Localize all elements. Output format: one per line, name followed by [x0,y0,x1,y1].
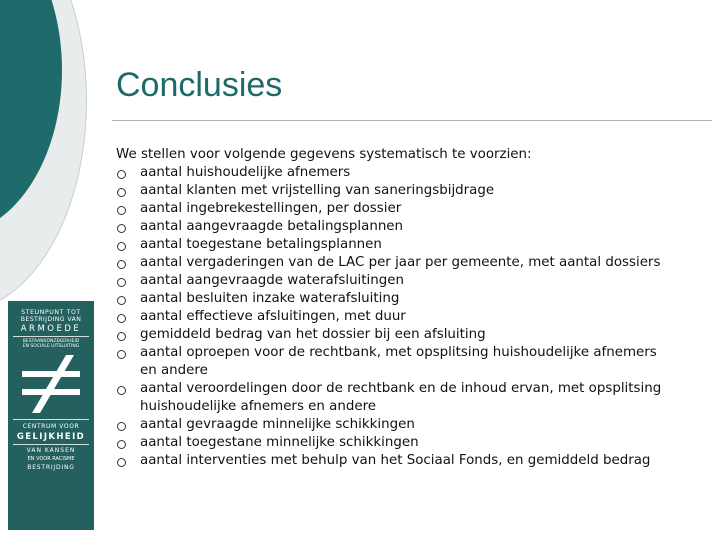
list-item [116,272,676,290]
list-item [116,164,676,182]
title-area [112,60,712,121]
circle-bullet-icon [117,332,126,341]
list-item-text: aantal vergaderingen van de LAC per jaar per gemeente, met aantal dossiers [140,255,661,270]
circle-bullet-icon [117,296,126,305]
list-item [116,182,676,200]
list-item [116,416,676,434]
logo-text: CENTRUM VOOR [22,423,80,430]
list-item-text: aantal klanten met vrijstelling van saneringsbijdrage [140,183,495,198]
list-item [116,380,676,416]
logo-divider [13,419,89,420]
logo-text: VAN KANSEN [26,447,76,454]
logo-text: BESTAANSONZEKERHEID [22,339,80,344]
circle-bullet-icon [117,458,126,467]
list-item [116,344,676,380]
list-item-text: gemiddeld bedrag van het dossier bij een afsluiting [140,327,486,342]
circle-bullet-icon [117,206,126,215]
circle-bullet-icon [117,440,126,449]
list-item-text: aantal oproepen voor de rechtbank, met opsplitsing huishoudelijke afnemers en andere [140,345,657,378]
circle-bullet-icon [117,278,126,287]
circle-bullet-icon [117,242,126,251]
list-item [116,200,676,218]
circle-bullet-icon [117,386,126,395]
bullet-list [116,164,676,470]
logo-text: BESTRIJDING [27,464,75,471]
list-item [116,236,676,254]
logo-text: EN VOOR RACISME [27,456,75,462]
not-equal-emblem-icon [20,353,82,415]
logo-text: EN SOCIALE UITSLUITING [22,344,80,349]
circle-bullet-icon [117,170,126,179]
logo-text: STEUNPUNT TOT [21,309,81,316]
list-item-text: aantal toegestane minnelijke schikkingen [140,435,419,450]
list-item-text: aantal aangevraagde betalingsplannen [140,219,404,234]
list-item-text: aantal besluiten inzake waterafsluiting [140,291,400,306]
list-item [116,290,676,308]
list-item [116,254,676,272]
logo-divider [13,444,89,445]
list-item-text: aantal toegestane betalingsplannen [140,237,382,252]
logo-divider [13,336,89,337]
circle-bullet-icon [117,188,126,197]
slide-title: Conclusies [116,66,283,104]
list-item-text: aantal huishoudelijke afnemers [140,165,351,180]
circle-bullet-icon [117,260,126,269]
logo-text: BESTRIJDING VAN [20,316,82,323]
list-item-text: aantal effectieve afsluitingen, met duur [140,309,406,324]
slide-content [116,146,676,470]
list-item-text: aantal gevraagde minnelijke schikkingen [140,417,415,432]
circle-bullet-icon [117,350,126,359]
list-item [116,308,676,326]
logo-text: ARMOEDE [20,324,82,334]
list-item-text: aantal aangevraagde waterafsluitingen [140,273,404,288]
list-item [116,218,676,236]
circle-bullet-icon [117,224,126,233]
logo-text: GELIJKHEID [16,432,86,442]
circle-bullet-icon [117,422,126,431]
list-item [116,326,676,344]
list-item [116,452,676,470]
list-item [116,434,676,452]
list-item-text: aantal veroordelingen door de rechtbank en de inhoud ervan, met opsplitsing huishoudelijke afnemers en andere [140,381,662,414]
list-item-text: aantal ingebrekestellingen, per dossier [140,201,402,216]
circle-bullet-icon [117,314,126,323]
list-item-text: aantal interventies met behulp van het Sociaal Fonds, en gemiddeld bedrag [140,453,651,468]
organization-logo [8,301,94,530]
intro-text: We stellen voor volgende gegevens systematisch te voorzien: [116,147,532,162]
